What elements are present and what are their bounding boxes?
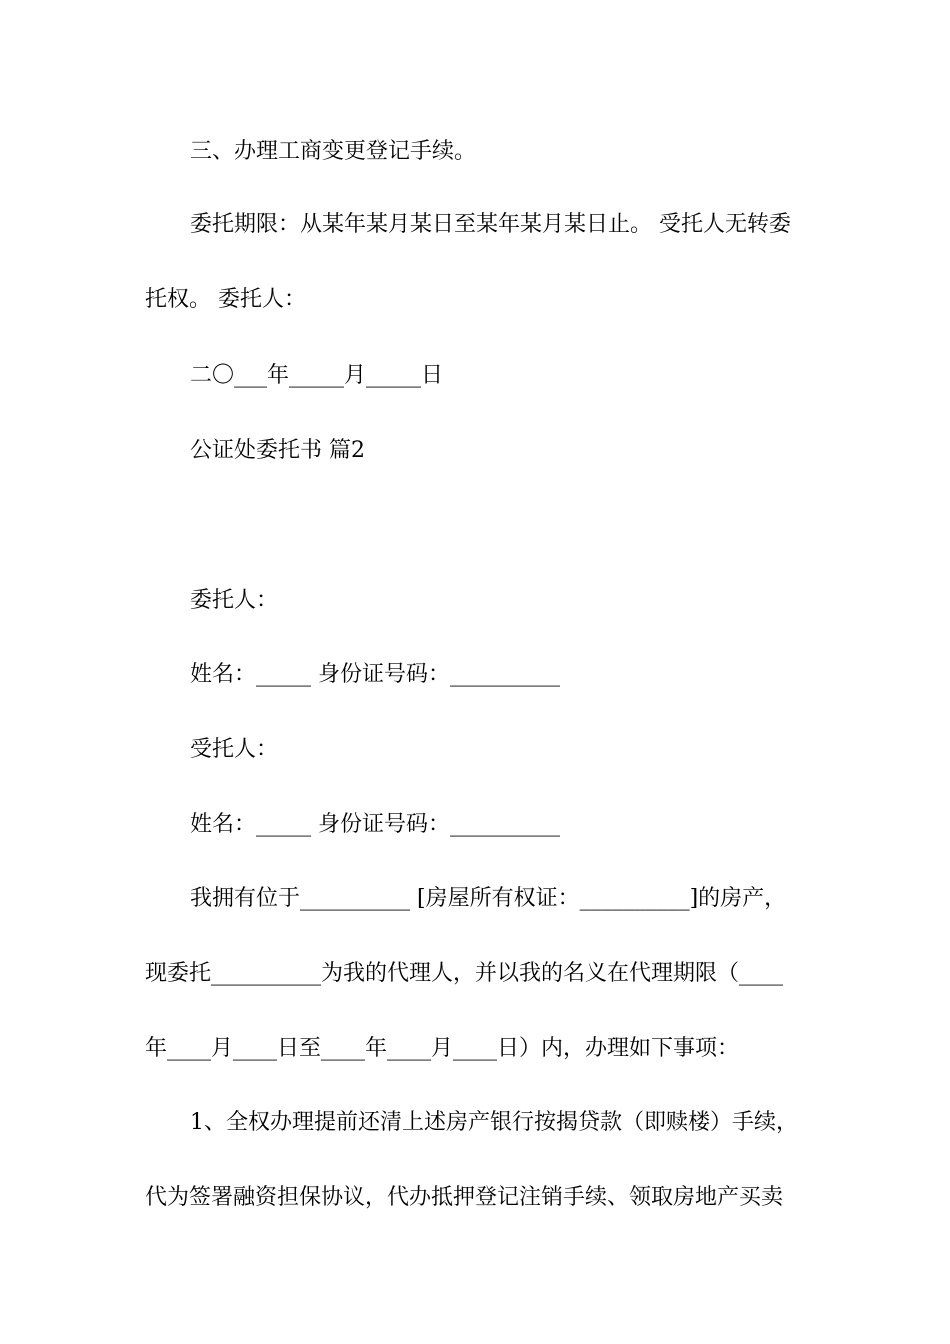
- paragraph-line: 我拥有位于__________ [房屋所有权证：__________]的房产，: [190, 886, 787, 911]
- paragraph-line: 二〇___年_____月_____日: [190, 363, 444, 388]
- paragraph-line: 委托期限：从某年某月某日至某年某月某日止。 受托人无转委: [190, 212, 791, 237]
- paragraph-line: 姓名：_____ 身份证号码：__________: [190, 662, 560, 687]
- paragraph-line: 委托人：: [190, 588, 279, 613]
- paragraph-line: 姓名：_____ 身份证号码：__________: [190, 812, 560, 837]
- paragraph-line: 代为签署融资担保协议，代办抵押登记注销手续、领取房地产买卖: [145, 1185, 784, 1210]
- paragraph-line: 托权。 委托人：: [145, 287, 306, 312]
- paragraph-line: 现委托__________为我的代理人，并以我的名义在代理期限（____: [145, 961, 784, 986]
- paragraph-line: 1、全权办理提前还清上述房产银行按揭贷款（即赎楼）手续，: [190, 1110, 798, 1135]
- paragraph-line: 年____月____日至____年____月____日）内，办理如下事项：: [145, 1036, 740, 1061]
- paragraph-line: 受托人：: [190, 737, 279, 762]
- paragraph-line: 三、办理工商变更登记手续。: [190, 139, 477, 164]
- section-heading: 公证处委托书 篇2: [190, 438, 365, 463]
